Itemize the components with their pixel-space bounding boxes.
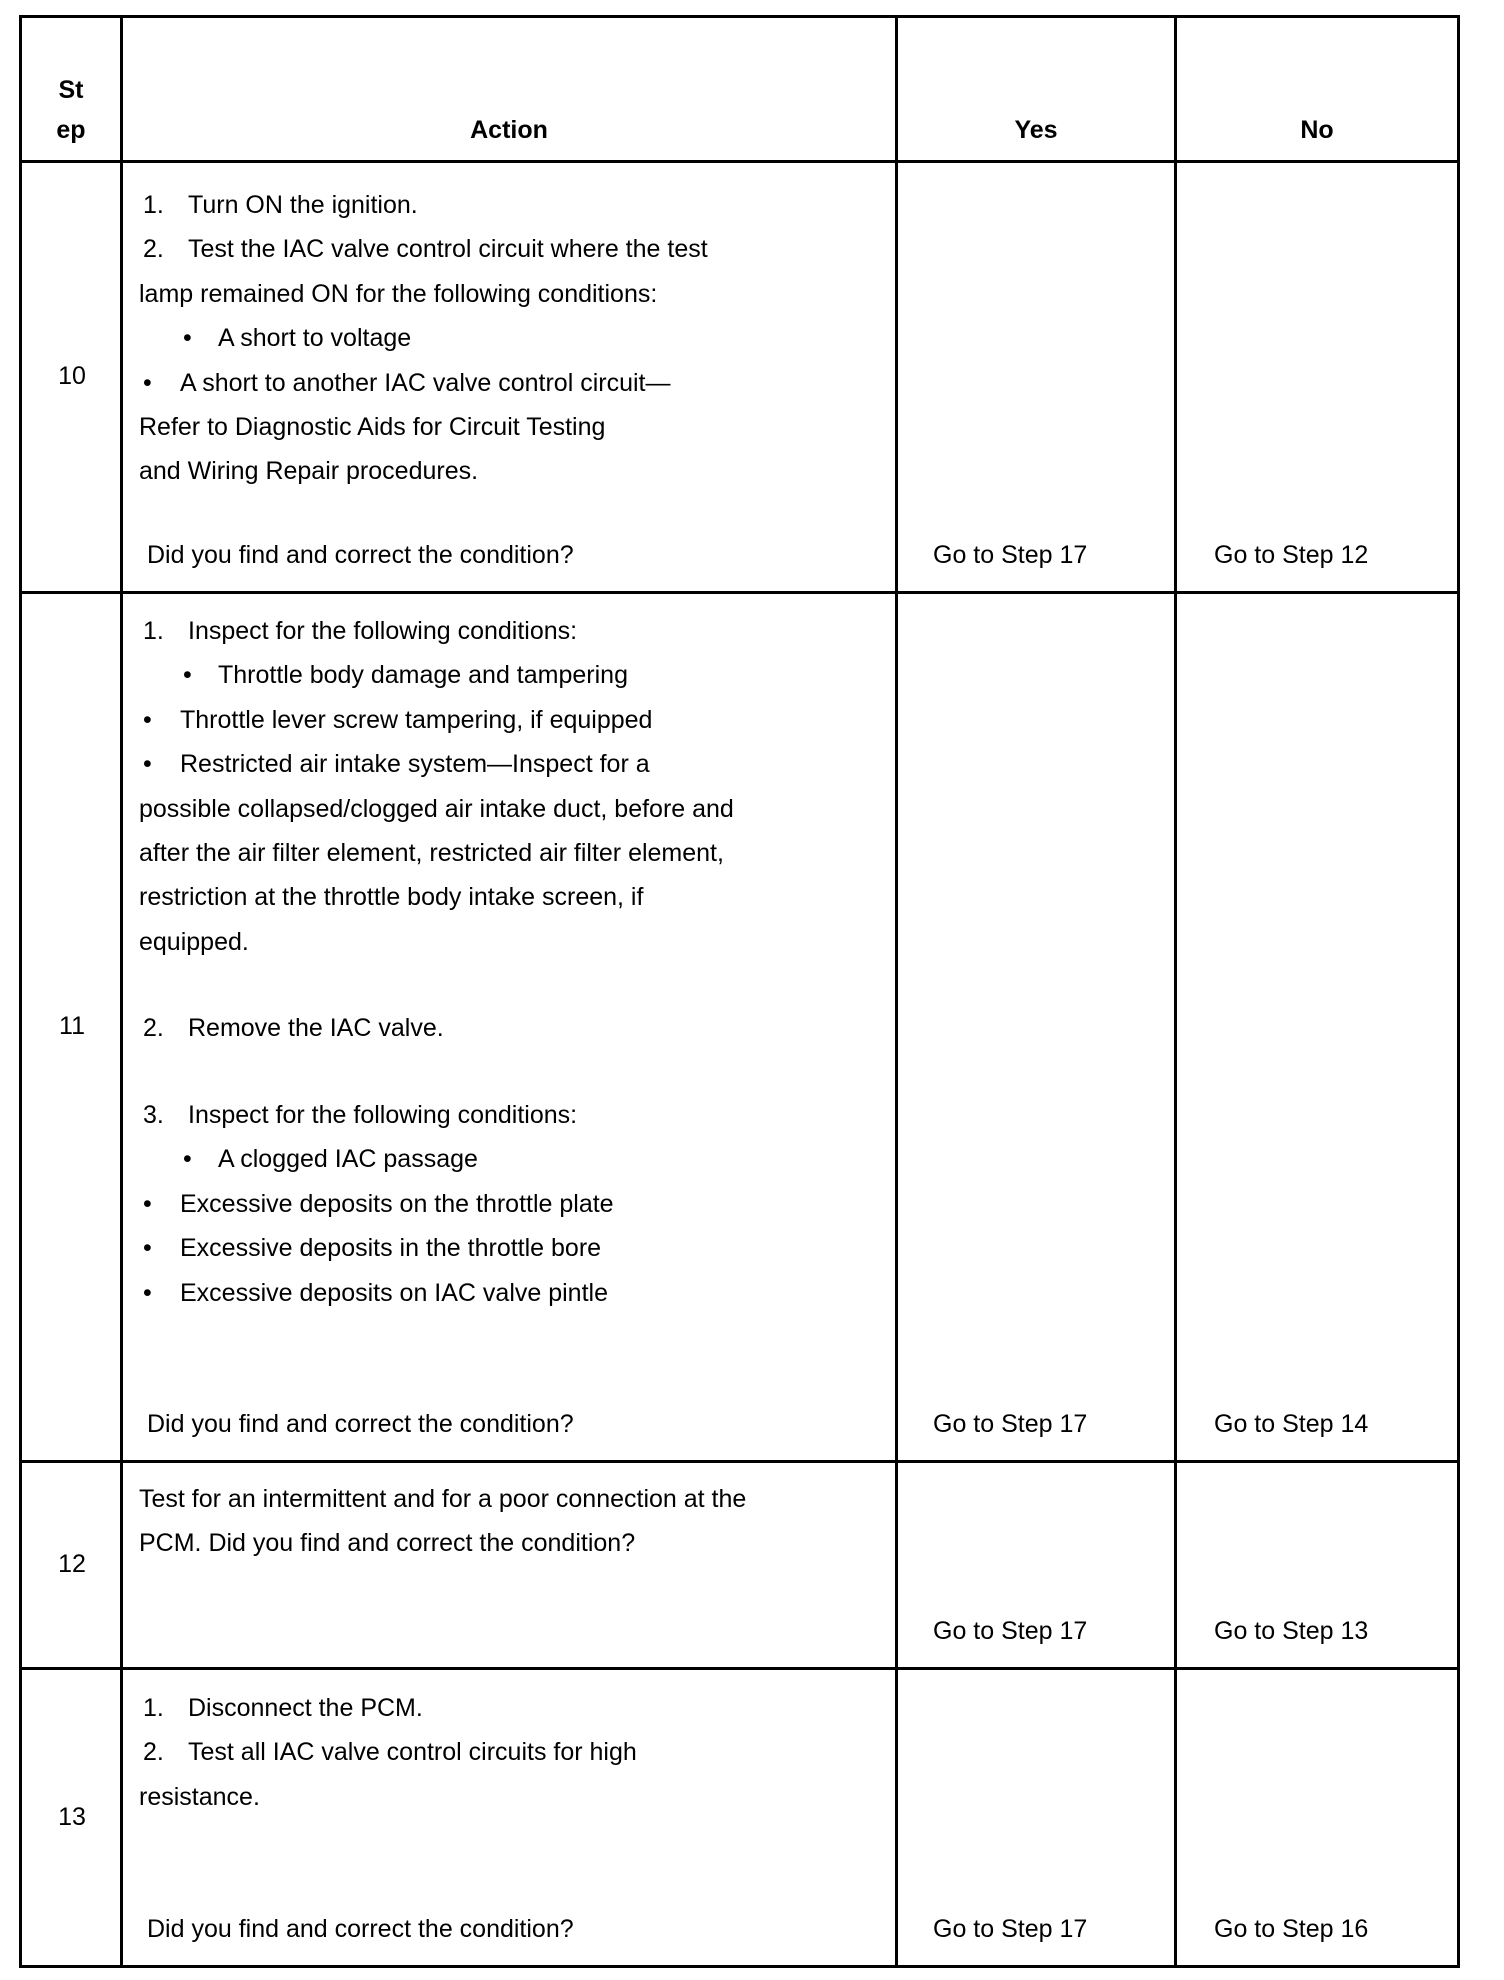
row-divider [19, 1460, 1460, 1463]
step-number: 13 [58, 1802, 86, 1831]
no-outcome: Go to Step 13 [1214, 1617, 1369, 1645]
action-text: lamp remained ON for the following conditions: [139, 279, 658, 308]
action-text: A short to voltage [218, 324, 412, 353]
bullet-marker: • [143, 1189, 152, 1218]
yes-outcome: Go to Step 17 [933, 1617, 1088, 1645]
action-text: and Wiring Repair procedures. [139, 457, 479, 486]
action-text: PCM. Did you find and correct the condition? [139, 1529, 636, 1558]
bullet-marker: • [183, 661, 192, 690]
header-no: No [1300, 116, 1334, 144]
header-yes: Yes [1014, 116, 1058, 144]
yes-outcome: Go to Step 17 [933, 1410, 1088, 1438]
step-number: 11 [59, 1012, 85, 1040]
action-text: Turn ON the ignition. [188, 191, 418, 219]
step-number: 10 [58, 362, 86, 390]
action-text: A short to another IAC valve control circuit— [180, 368, 671, 397]
action-text: Throttle body damage and tampering [218, 661, 628, 690]
action-text: Excessive deposits in the throttle bore [180, 1234, 602, 1263]
question: Did you find and correct the condition? [147, 541, 574, 569]
action-text: after the air filter element, restricted air filter element, [139, 839, 724, 867]
bullet-marker: • [143, 705, 152, 734]
action-text: Inspect for the following conditions: [188, 1100, 578, 1129]
header-divider [19, 160, 1460, 163]
action-text: A clogged IAC passage [218, 1145, 478, 1174]
column-divider [120, 16, 123, 1968]
column-divider [1457, 16, 1460, 1968]
header-step-line1: St [58, 76, 84, 104]
bullet-marker: • [183, 1145, 192, 1174]
header-step [22, 70, 120, 150]
step-number-marker: 1. [143, 617, 164, 645]
step-number-marker: 3. [143, 1100, 164, 1129]
question: Did you find and correct the condition? [147, 1410, 574, 1438]
action-text: Inspect for the following conditions: [188, 617, 578, 645]
header-action: Action [470, 116, 548, 144]
question: Did you find and correct the condition? [147, 1915, 574, 1943]
action-text: restriction at the throttle body intake screen, if [139, 883, 644, 912]
action-text: possible collapsed/clogged air intake duct, before and [139, 794, 734, 823]
bullet-marker: • [143, 1234, 152, 1263]
action-text: Excessive deposits on the throttle plate [180, 1189, 614, 1218]
column-divider [895, 16, 898, 1968]
bullet-marker: • [143, 750, 152, 779]
column-divider [1174, 16, 1177, 1968]
bullet-marker: • [143, 1278, 152, 1307]
bullet-marker: • [143, 368, 152, 397]
yes-outcome: Go to Step 17 [933, 541, 1088, 569]
action-text: Disconnect the PCM. [188, 1694, 423, 1722]
action-text: resistance. [139, 1782, 260, 1811]
row-divider [19, 1667, 1460, 1670]
table-border-bottom [19, 1965, 1460, 1968]
step-number: 12 [58, 1550, 86, 1578]
action-text: equipped. [139, 927, 249, 956]
bullet-marker: • [183, 324, 192, 353]
action-text: Restricted air intake system—Inspect for a [180, 750, 650, 779]
no-outcome: Go to Step 14 [1214, 1410, 1369, 1438]
no-outcome: Go to Step 12 [1214, 541, 1369, 569]
header-step-line2: ep [56, 116, 86, 144]
action-text: Test for an intermittent and for a poor connection at the [139, 1485, 747, 1513]
column-divider [19, 16, 22, 1968]
action-text: Remove the IAC valve. [188, 1014, 444, 1043]
action-text: Refer to Diagnostic Aids for Circuit Testing [139, 413, 606, 441]
no-outcome: Go to Step 16 [1214, 1915, 1369, 1943]
action-text: Test the IAC valve control circuit where the test [188, 235, 708, 264]
yes-outcome: Go to Step 17 [933, 1915, 1088, 1943]
table-border-top [19, 15, 1460, 18]
step-number-marker: 2. [143, 1014, 164, 1043]
action-text: Test all IAC valve control circuits for high [188, 1738, 637, 1767]
step-number-marker: 2. [143, 235, 164, 264]
step-number-marker: 1. [143, 1694, 164, 1722]
step-number-marker: 1. [143, 191, 164, 219]
action-text: Throttle lever screw tampering, if equipped [180, 705, 653, 734]
step-number-marker: 2. [143, 1738, 164, 1767]
action-text: Excessive deposits on IAC valve pintle [180, 1278, 608, 1307]
row-divider [19, 591, 1460, 594]
